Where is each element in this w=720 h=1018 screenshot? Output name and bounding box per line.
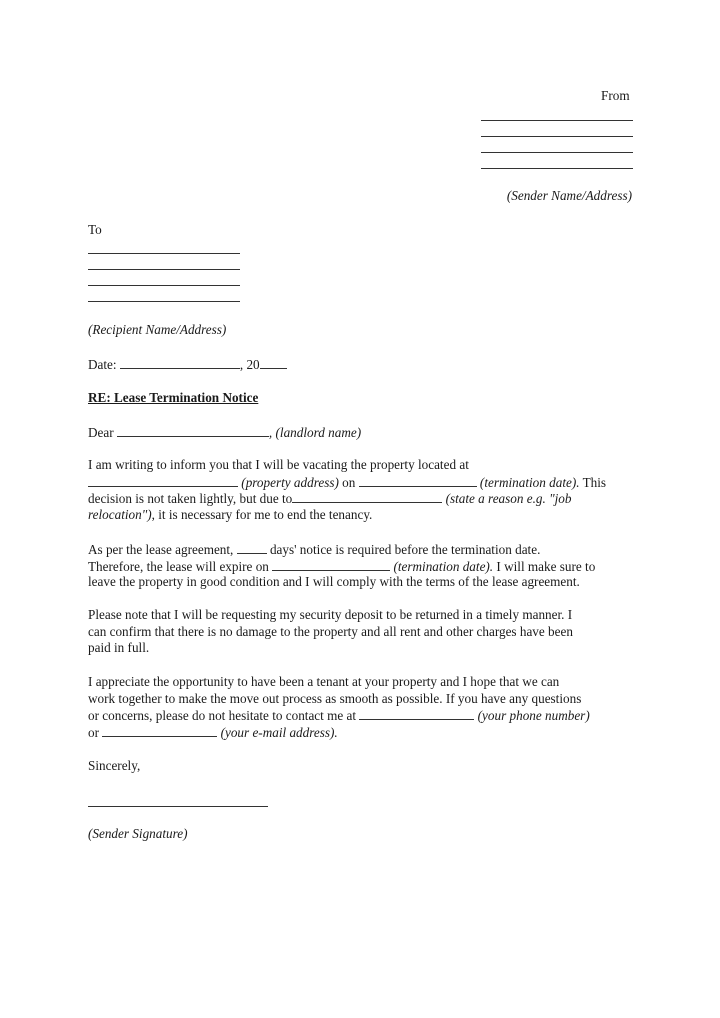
phone-number-blank[interactable] — [359, 707, 474, 720]
closing-sincerely: Sincerely, — [88, 758, 141, 773]
paragraph2-line2-b: I will make sure to — [496, 558, 596, 574]
property-address-hint: (property address) — [241, 474, 339, 490]
termination-date-blank-2[interactable] — [272, 558, 390, 571]
date-century: , 20 — [239, 357, 260, 372]
sender-address-line-1[interactable] — [481, 120, 633, 121]
termination-date-blank-1[interactable] — [359, 474, 477, 487]
paragraph2-line2 — [88, 558, 636, 575]
paragraph1-line4 — [88, 507, 636, 524]
signature-line[interactable] — [88, 806, 268, 807]
or-word: or — [88, 724, 99, 740]
paragraph4-line4 — [88, 724, 636, 741]
paragraph3-line1: Please note that I will be requesting my security deposit to be returned in a timely manner. I — [88, 607, 573, 622]
paragraph2-line1-a: As per the lease agreement, — [88, 542, 234, 557]
termination-date-hint-2: (termination date). — [393, 558, 494, 574]
to-label: To — [88, 222, 102, 237]
date-blank[interactable] — [120, 356, 240, 369]
landlord-name-blank[interactable] — [117, 424, 269, 437]
date-line — [88, 356, 287, 373]
email-hint: (your e-mail address). — [220, 724, 338, 740]
paragraph3-line2: can confirm that there is no damage to the property and all rent and other charges have been — [88, 623, 573, 639]
paragraph2-line1-b: days' notice is required before the termination date. — [269, 542, 541, 557]
paragraph2-line2-a: Therefore, the lease will expire on — [88, 558, 269, 574]
sender-address-line-3[interactable] — [481, 152, 633, 153]
notice-days-blank[interactable] — [237, 541, 267, 554]
on-word: on — [342, 474, 356, 490]
signature-caption: (Sender Signature) — [88, 826, 188, 841]
landlord-name-hint: , (landlord name) — [268, 425, 362, 440]
sender-address-line-4[interactable] — [481, 168, 633, 169]
reason-hint-b: relocation") — [88, 506, 152, 522]
sender-address-line-2[interactable] — [481, 136, 633, 137]
sender-caption: (Sender Name/Address) — [506, 188, 632, 203]
recipient-address-line-1[interactable] — [88, 253, 240, 254]
paragraph3-line3: paid in full. — [88, 640, 150, 655]
email-blank[interactable] — [102, 724, 217, 737]
recipient-address-line-2[interactable] — [88, 269, 240, 270]
paragraph-vacating — [88, 457, 636, 523]
paragraph-contact — [88, 674, 636, 740]
phone-number-hint: (your phone number) — [477, 708, 590, 723]
paragraph2-line3: leave the property in good condition and I will comply with the terms of the lease agreement. — [88, 574, 580, 589]
paragraph-deposit — [88, 607, 636, 657]
recipient-caption: (Recipient Name/Address) — [88, 322, 227, 337]
reason-blank[interactable] — [292, 490, 442, 503]
date-label: Date: — [88, 357, 117, 372]
recipient-address-line-4[interactable] — [88, 301, 240, 302]
reason-hint-a: (state a reason e.g. "job — [445, 491, 572, 506]
salutation — [88, 424, 361, 441]
paragraph1-line3-text: decision is not taken lightly, but due to — [88, 491, 293, 506]
this-word: This — [582, 474, 607, 490]
subject-heading: RE: Lease Termination Notice — [88, 390, 259, 405]
termination-date-hint-1: (termination date). — [479, 474, 580, 490]
property-address-blank[interactable] — [88, 474, 238, 487]
paragraph4-line3-a: or concerns, please do not hesitate to contact me at — [88, 708, 357, 723]
paragraph4-line3 — [88, 707, 636, 724]
paragraph1-line2 — [88, 474, 636, 491]
paragraph1-line4-rest: , it is necessary for me to end the tenancy. — [151, 506, 373, 522]
paragraph2-line1 — [88, 541, 636, 558]
recipient-address-line-3[interactable] — [88, 285, 240, 286]
paragraph4-line1: I appreciate the opportunity to have been a tenant at your property and I hope that we can — [88, 674, 560, 689]
dear-label: Dear — [88, 425, 114, 440]
paragraph1-line3 — [88, 490, 636, 507]
paragraph4-line2: work together to make the move out process as smooth as possible. If you have any questions — [88, 690, 582, 706]
from-label: From — [601, 88, 630, 103]
year-blank[interactable] — [260, 356, 287, 369]
paragraph-notice — [88, 541, 636, 591]
paragraph1-line1: I am writing to inform you that I will be vacating the property located at — [88, 457, 469, 472]
